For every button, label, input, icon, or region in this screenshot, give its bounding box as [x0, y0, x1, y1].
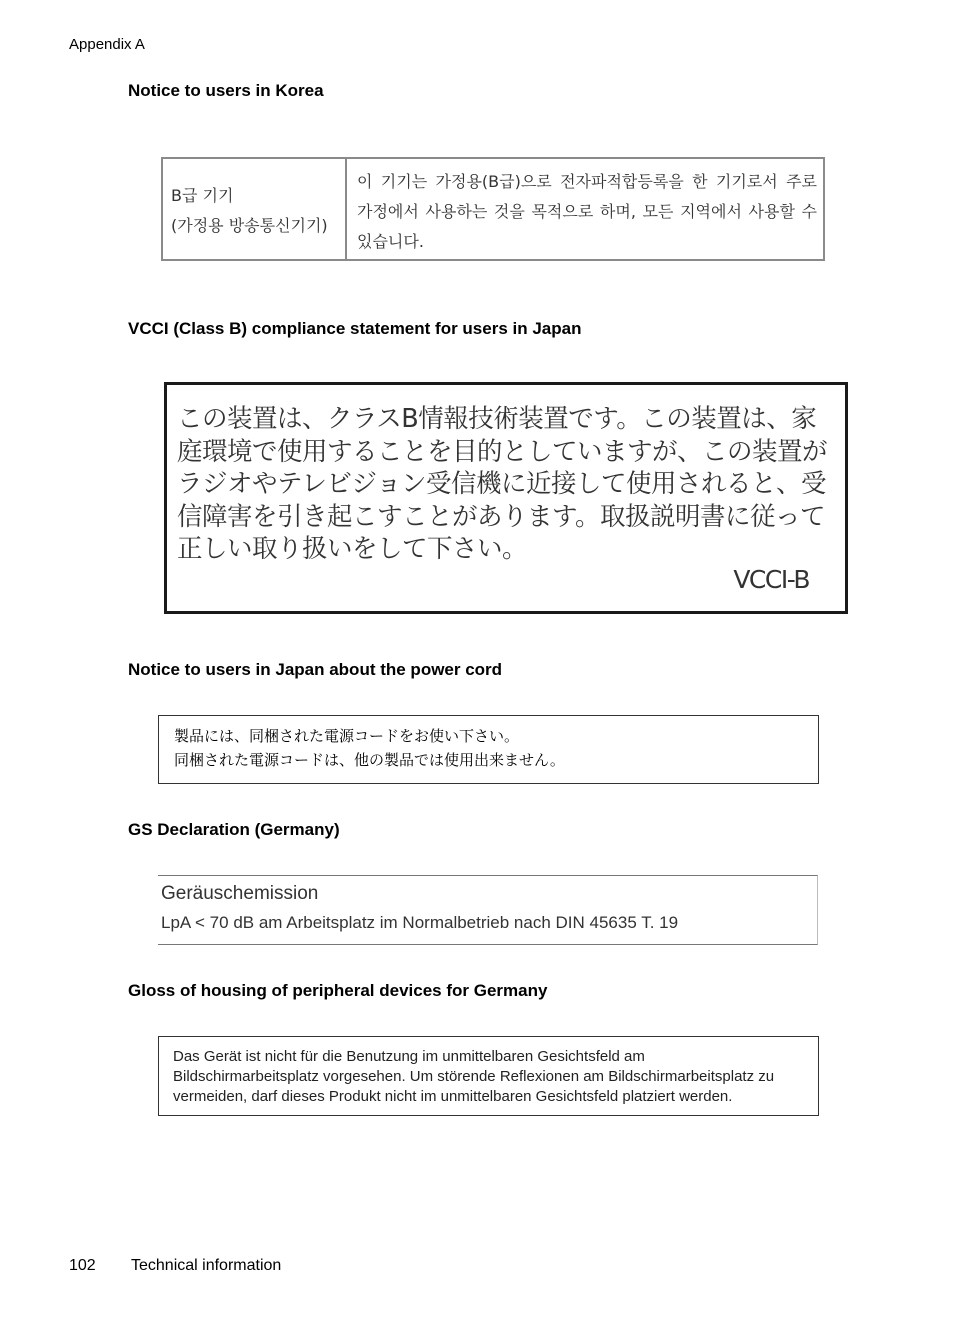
- gloss-line: Bildschirmarbeitsplatz vorgesehen. Um störende Reflexionen am Bildschirmarbeitsplatz zu: [173, 1068, 775, 1085]
- vcci-line: この装置は、クラスB情報技術装置です。この装置は、家: [177, 404, 817, 434]
- heading-korea-notice: Notice to users in Korea: [128, 81, 324, 100]
- gs-noise-value: LpA < 70 dB am Arbeitsplatz im Normalbetrieb nach DIN 45635 T. 19: [161, 913, 679, 932]
- vcci-line: 庭環境で使用することを目的としていますが、この装置が: [177, 436, 828, 467]
- korea-class-sublabel: (가정용 방송통신기기): [171, 216, 328, 235]
- korea-class-label: B급 기기: [171, 186, 234, 205]
- gs-title: Geräuschemission: [161, 883, 319, 904]
- footer-section-title: Technical information: [131, 1257, 282, 1274]
- gloss-line: vermeiden, darf dieses Produkt nicht im unmittelbaren Gesichtsfeld platziert werden.: [173, 1088, 733, 1105]
- vcci-class-tag: VCCI-B: [733, 565, 809, 594]
- vcci-line: 正しい取り扱いをして下さい。: [177, 534, 528, 564]
- heading-gs-declaration: GS Declaration (Germany): [128, 820, 340, 839]
- page-number: 102: [69, 1257, 96, 1274]
- korea-notice-text: 이 기기는 가정용(B급)으로 전자파적합등록을 한 기기로서 주로 가정에서 사용하는 것을 목적으로 하며, 모든 지역에서 사용할 수 있습니다.: [357, 172, 817, 251]
- power-cord-line: 同梱された電源コードは、他の製品では使用出来ません。: [174, 751, 565, 769]
- power-cord-notice-box: [158, 715, 819, 784]
- heading-gloss-housing: Gloss of housing of peripheral devices for Germany: [128, 981, 548, 1000]
- heading-power-cord: Notice to users in Japan about the power cord: [128, 660, 503, 679]
- korea-notice-class-cell: [163, 159, 347, 259]
- heading-vcci: VCCI (Class B) compliance statement for users in Japan: [128, 319, 582, 338]
- korea-notice-table: [161, 157, 825, 261]
- vcci-statement-box: [164, 382, 848, 614]
- vcci-line: 信障害を引き起こすことがあります。取扱説明書に従って: [177, 501, 825, 532]
- vcci-statement-text: [177, 403, 837, 566]
- running-header: Appendix A: [69, 36, 145, 53]
- vcci-line: ラジオやテレビジョン受信機に近接して使用されると、受: [177, 469, 826, 499]
- gloss-notice-box: [158, 1036, 819, 1116]
- gloss-line: Das Gerät ist nicht für die Benutzung im unmittelbaren Gesichtsfeld am: [173, 1048, 645, 1065]
- gs-declaration-box: [158, 875, 818, 945]
- power-cord-line: 製品には、同梱された電源コードをお使い下さい。: [174, 727, 520, 745]
